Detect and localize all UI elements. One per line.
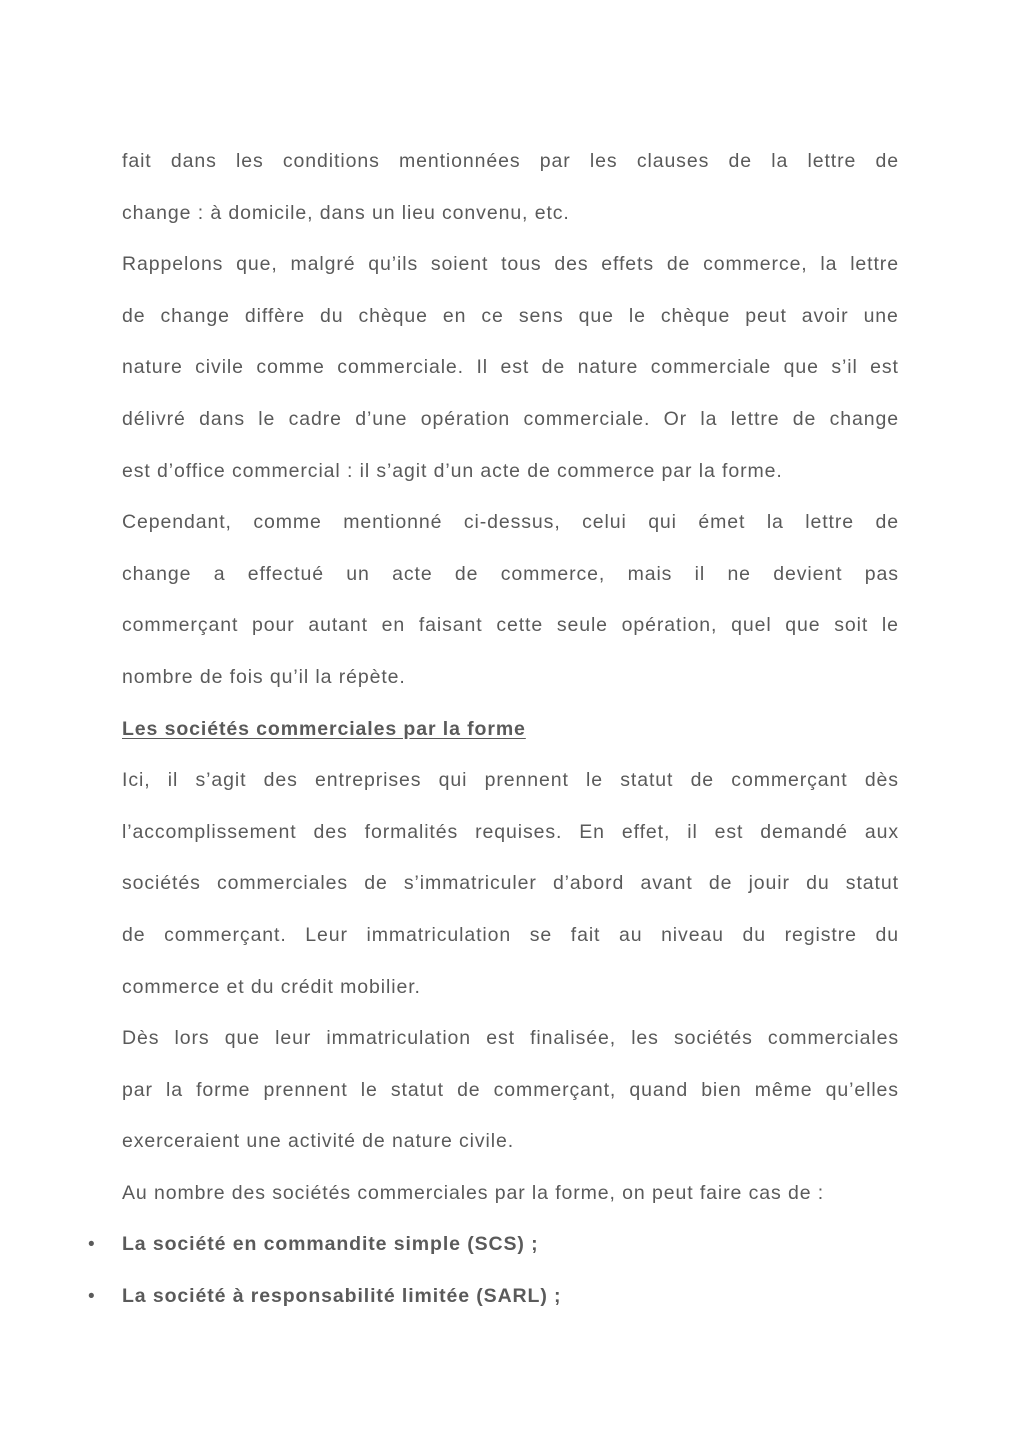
list-item-label: La société à responsabilité limitée (SARL) ; <box>122 1285 562 1308</box>
text-line <box>122 549 899 601</box>
word: lettre <box>730 407 780 430</box>
word: est <box>486 1027 515 1050</box>
list-item <box>88 1271 899 1323</box>
word: de <box>364 872 388 895</box>
word: délivré <box>122 407 186 430</box>
word: nature <box>577 356 639 379</box>
word: statut <box>845 872 899 895</box>
word: s’agit <box>195 769 247 792</box>
word: il <box>694 562 706 585</box>
word: Ici, <box>122 769 151 792</box>
word: sociétés <box>674 1027 753 1050</box>
word: ci-dessus, <box>463 511 561 534</box>
word: de <box>792 407 817 430</box>
word: avoir <box>801 304 849 327</box>
word: leur <box>275 1027 312 1050</box>
word: de <box>690 769 715 792</box>
text-line <box>122 239 899 291</box>
word: immatriculation <box>366 923 512 946</box>
word: opération <box>420 407 511 430</box>
text-line <box>122 497 899 549</box>
word: ce <box>481 304 504 327</box>
word: les <box>236 150 264 172</box>
word: que <box>578 304 614 327</box>
word: commerce, <box>703 253 808 276</box>
word: d’abord <box>552 872 625 895</box>
text-line <box>122 342 899 394</box>
word: change <box>122 562 192 585</box>
word: la <box>165 1078 183 1101</box>
word: soient <box>430 253 489 276</box>
word: En <box>579 820 605 843</box>
bullet-icon: • <box>88 1234 96 1256</box>
word: Cependant, <box>122 511 232 534</box>
word: effectué <box>247 562 324 585</box>
text-line: Au nombre des sociétés commerciales par la forme, on peut faire cas de : <box>122 1181 825 1204</box>
word: de <box>708 872 733 895</box>
word: une <box>863 304 899 327</box>
word: forme <box>196 1078 251 1101</box>
word: en <box>381 614 406 637</box>
word: la <box>771 150 789 172</box>
word: quel <box>731 614 772 637</box>
text-line: nombre de fois qu’il la répète. <box>122 665 406 688</box>
text-line <box>122 136 899 188</box>
word: conditions <box>282 150 380 172</box>
word: de <box>875 511 899 534</box>
word: celui <box>582 511 627 534</box>
word: même <box>754 1078 813 1101</box>
word: seule <box>556 614 608 637</box>
word: ne <box>727 562 751 585</box>
word: de <box>454 562 479 585</box>
word: commerce, <box>500 562 606 585</box>
word: comme <box>253 511 322 534</box>
word: fait <box>570 923 601 946</box>
word: de <box>875 150 899 172</box>
word: l’accomplissement <box>122 820 297 843</box>
text-line <box>122 291 899 343</box>
word: de <box>122 304 146 327</box>
word: mentionnées <box>398 150 521 172</box>
word: s’il <box>831 356 858 379</box>
word: a <box>213 562 226 585</box>
word: dans <box>199 407 245 430</box>
word: fait <box>122 150 152 172</box>
text-line: change : à domicile, dans un lieu convenu, etc. <box>122 201 570 224</box>
word: dans <box>170 150 217 172</box>
word: émet <box>698 511 746 534</box>
word: opération, <box>621 614 718 637</box>
word: Or <box>663 407 688 430</box>
word: par <box>539 150 571 172</box>
word: les <box>631 1027 659 1050</box>
word: soit <box>834 614 869 637</box>
word: formalités <box>364 820 459 843</box>
word: commerciales <box>216 872 349 895</box>
word: cadre <box>288 407 342 430</box>
word: lettre <box>805 511 855 534</box>
word: tous <box>501 253 542 276</box>
word: entreprises <box>315 769 422 792</box>
text-line <box>122 910 899 962</box>
text-line: est d’office commercial : il s’agit d’un acte de commerce par la forme. <box>122 459 783 482</box>
word: la <box>766 511 784 534</box>
word: mais <box>627 562 673 585</box>
word: clauses <box>636 150 710 172</box>
word: du <box>806 872 830 895</box>
word: la <box>700 407 718 430</box>
word: quand <box>629 1078 689 1101</box>
word: commerciale. <box>523 407 651 430</box>
word: civile <box>195 356 244 379</box>
word: commerçant <box>122 614 239 637</box>
word: est <box>500 356 530 379</box>
word: que <box>224 1027 260 1050</box>
word: commerciales <box>767 1027 899 1050</box>
word: statut <box>620 769 674 792</box>
word: le <box>360 1078 378 1101</box>
word: le <box>258 407 276 430</box>
word: Il <box>476 356 489 379</box>
word: du <box>320 304 344 327</box>
word: le <box>628 304 646 327</box>
word: commerciale <box>650 356 772 379</box>
word: se <box>529 923 553 946</box>
word: commerçant <box>731 769 848 792</box>
word: qu’elles <box>825 1078 899 1101</box>
text-line <box>122 755 899 807</box>
bullet-icon: • <box>88 1286 96 1308</box>
text-line <box>122 1065 899 1117</box>
word: lettre <box>850 253 899 276</box>
word: de <box>122 923 146 946</box>
word: effet, <box>621 820 671 843</box>
word: de <box>541 356 566 379</box>
word: commerciale. <box>337 356 464 379</box>
word: du <box>875 923 899 946</box>
word: chèque <box>358 304 428 327</box>
word: des <box>263 769 298 792</box>
word: Leur <box>305 923 348 946</box>
word: nature <box>122 356 183 379</box>
word: faisant <box>418 614 483 637</box>
word: commerçant. <box>164 923 287 946</box>
word: est <box>870 356 899 379</box>
text-line: exerceraient une activité de nature civile. <box>122 1130 515 1153</box>
word: lettre <box>807 150 857 172</box>
word: acte <box>392 562 433 585</box>
word: effets <box>601 253 655 276</box>
text-line <box>122 394 899 446</box>
word: prennent <box>484 769 569 792</box>
word: qui <box>438 769 468 792</box>
word: d’une <box>355 407 408 430</box>
word: sens <box>518 304 564 327</box>
text-line <box>122 807 899 859</box>
word: par <box>122 1078 153 1101</box>
word: qu’ils <box>368 253 419 276</box>
word: de <box>457 1078 481 1101</box>
word: de <box>666 253 691 276</box>
section-heading: Les sociétés commerciales par la forme <box>122 717 526 740</box>
word: devient <box>773 562 843 585</box>
word: s’immatriculer <box>403 872 537 895</box>
word: au <box>618 923 643 946</box>
word: statut <box>390 1078 444 1101</box>
word: lors <box>174 1027 210 1050</box>
word: malgré <box>290 253 356 276</box>
list-item-label: La société en commandite simple (SCS) ; <box>122 1233 539 1256</box>
word: des <box>313 820 348 843</box>
word: comme <box>256 356 325 379</box>
text-line <box>122 858 899 910</box>
word: finalisée, <box>530 1027 617 1050</box>
word: aux <box>864 820 899 843</box>
word: cette <box>496 614 544 637</box>
word: sociétés <box>122 872 201 895</box>
word: il <box>167 769 179 792</box>
word: en <box>442 304 467 327</box>
text-line: commerce et du crédit mobilier. <box>122 975 421 998</box>
word: requises. <box>475 820 563 843</box>
word: Dès <box>122 1027 160 1050</box>
word: immatriculation <box>326 1027 472 1050</box>
word: change <box>829 407 899 430</box>
word: est <box>714 820 744 843</box>
word: pour <box>251 614 295 637</box>
word: chèque <box>660 304 731 327</box>
document-body <box>88 136 899 1323</box>
word: pas <box>864 562 899 585</box>
text-line <box>122 1013 899 1065</box>
word: le <box>881 614 899 637</box>
word: change <box>160 304 230 327</box>
word: demandé <box>760 820 848 843</box>
word: que <box>783 356 819 379</box>
word: les <box>589 150 618 172</box>
word: du <box>742 923 767 946</box>
word: registre <box>784 923 857 946</box>
word: dès <box>864 769 899 792</box>
word: peut <box>745 304 787 327</box>
word: niveau <box>661 923 724 946</box>
word: qui <box>648 511 677 534</box>
text-line <box>122 600 899 652</box>
word: de <box>728 150 752 172</box>
word: commerçant, <box>493 1078 617 1101</box>
word: que <box>785 614 821 637</box>
word: autant <box>308 614 368 637</box>
word: il <box>687 820 698 843</box>
word: avant <box>640 872 693 895</box>
word: prennent <box>263 1078 348 1101</box>
word: mentionné <box>343 511 443 534</box>
word: le <box>586 769 603 792</box>
word: un <box>346 562 370 585</box>
word: la <box>820 253 838 276</box>
list-item <box>88 1219 899 1271</box>
word: que, <box>236 253 278 276</box>
word: jouir <box>748 872 790 895</box>
word: diffère <box>244 304 306 327</box>
word: bien <box>701 1078 742 1101</box>
word: des <box>554 253 589 276</box>
word: Rappelons <box>122 253 224 276</box>
